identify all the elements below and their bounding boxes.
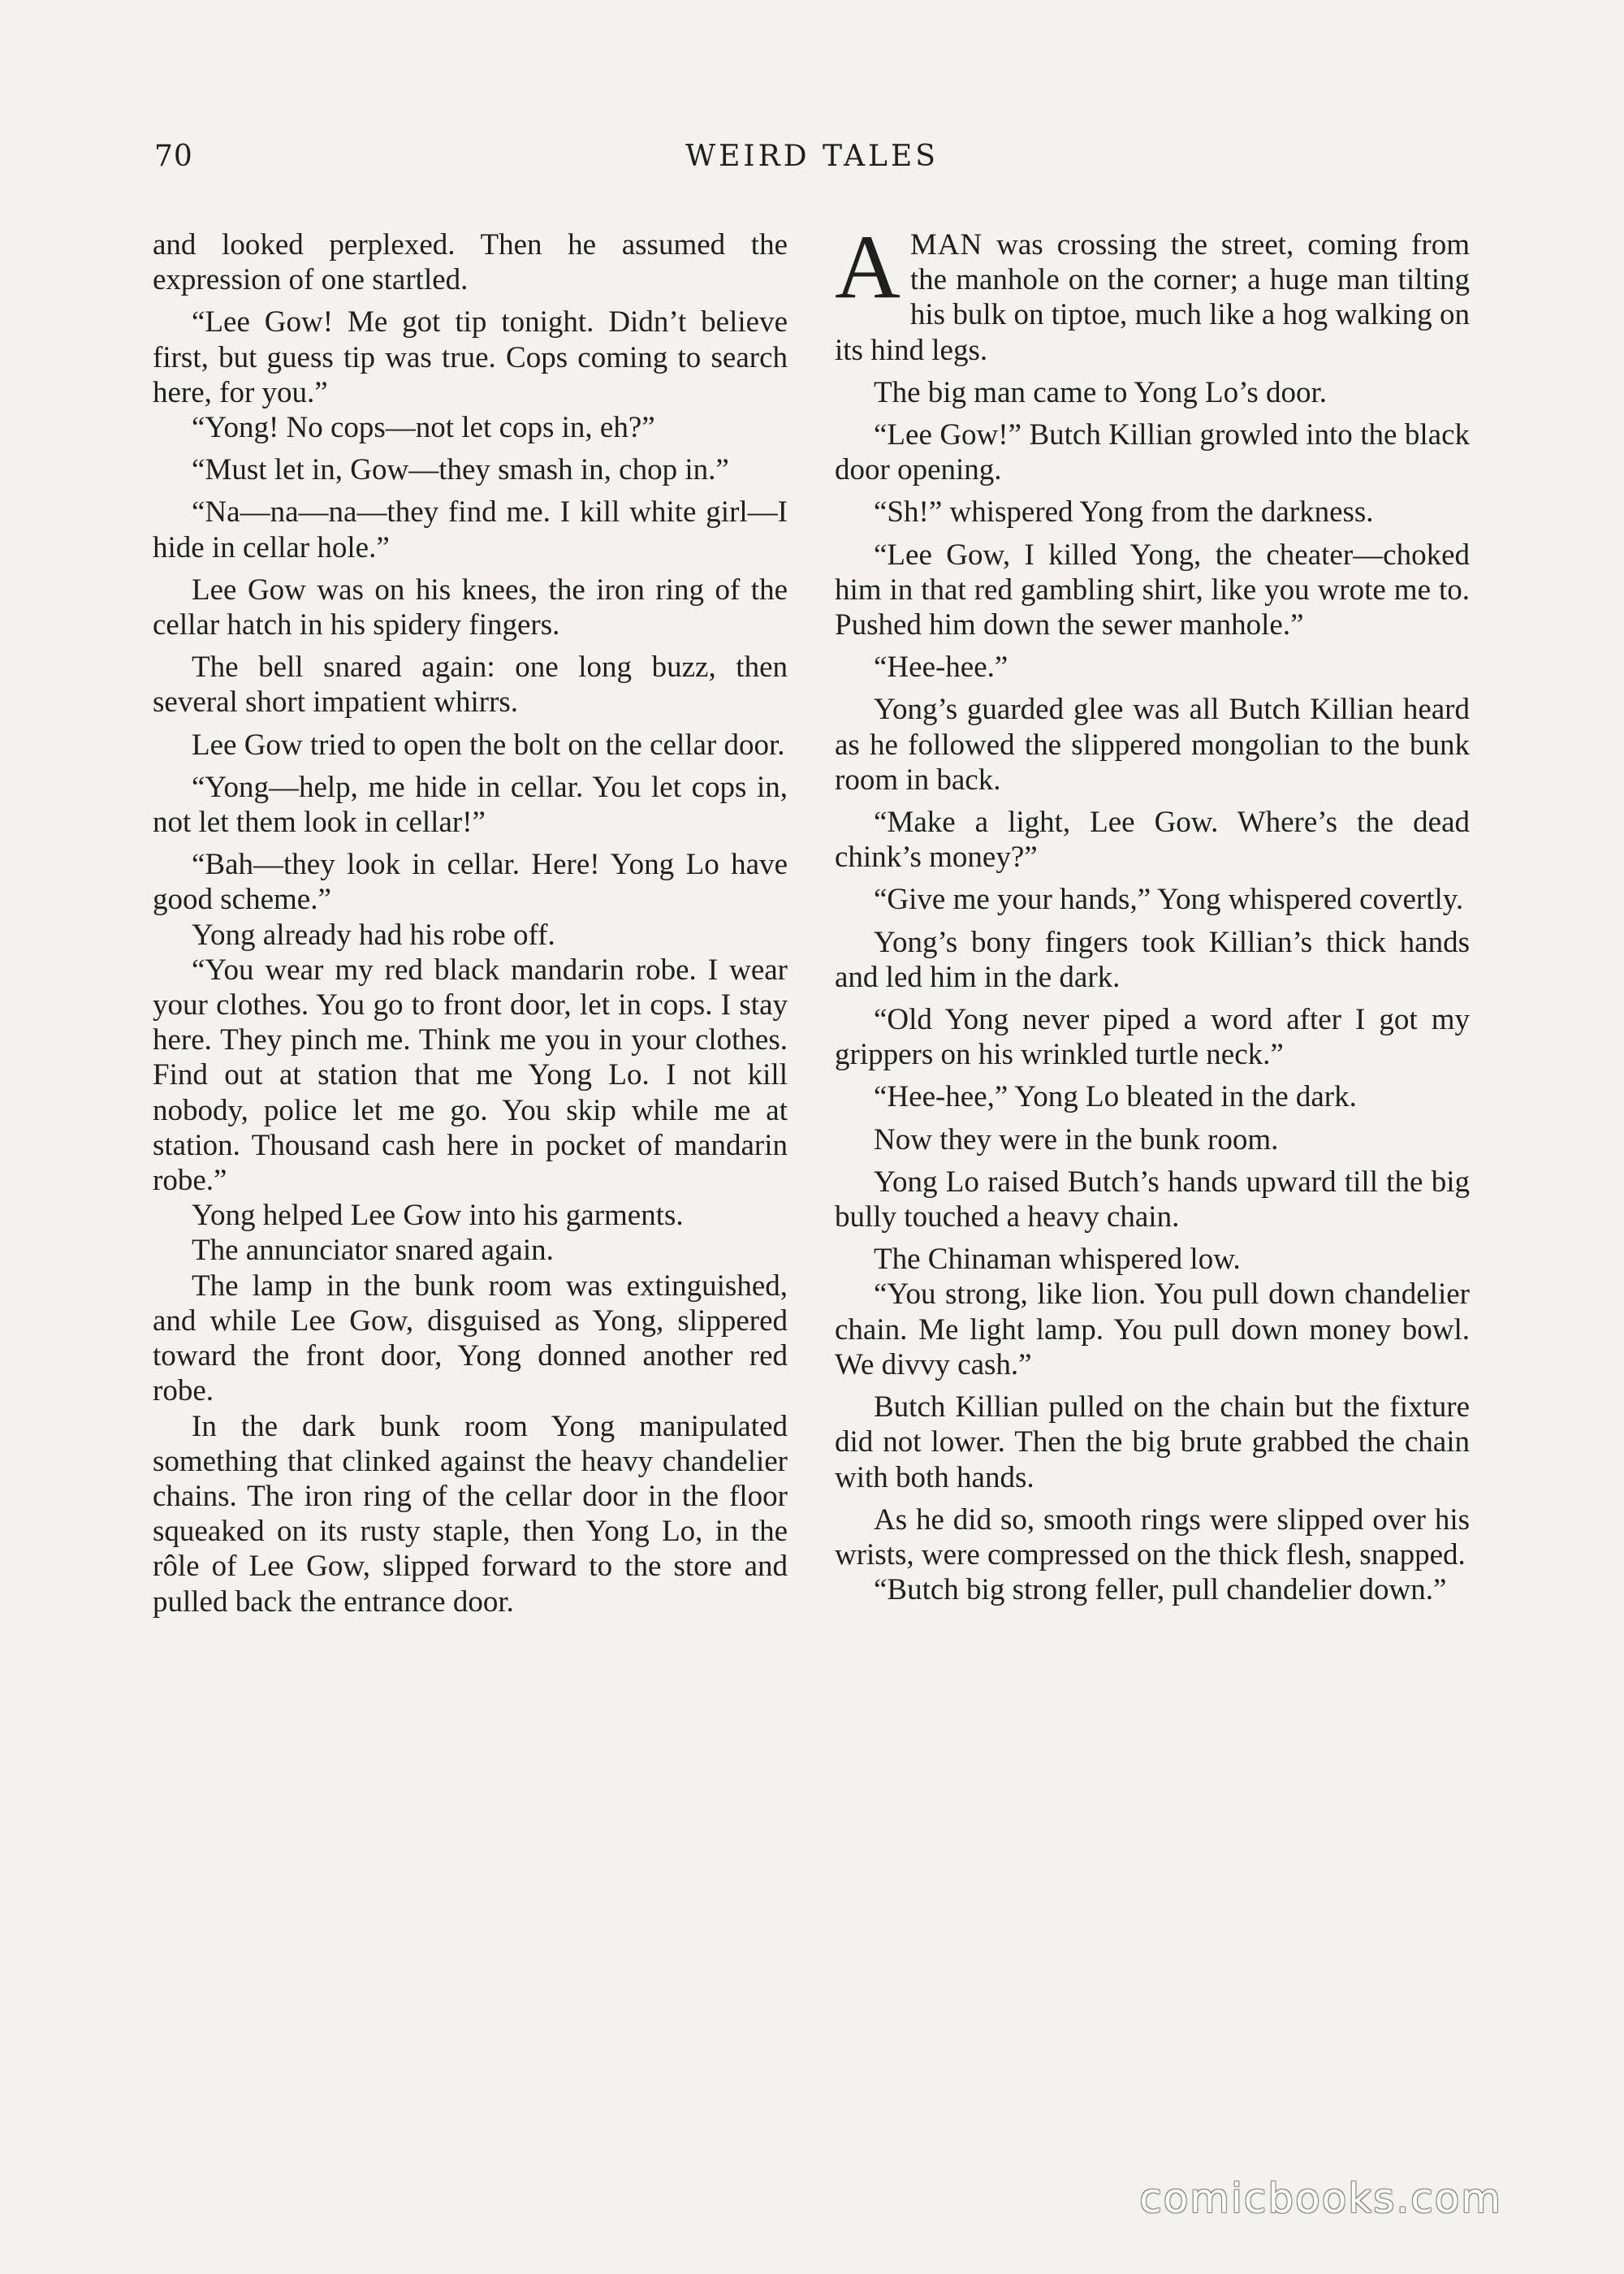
paragraph: The Chinaman whispered low. (874, 1243, 1241, 1277)
paragraph: “You wear my red black mandarin robe. I wear your clothes. You go to front door, let in cops. I stay here. They pinch me. Think me you in your clothes. Find out at station that me Yong Lo. I not kill nobody, police let me go. You skip while me at station. Thousand cash here in pocket of mandarin robe.” (153, 953, 788, 1198)
paragraph: Yong’s bony fingers took Killian’s thick hands and led him in the dark. (835, 925, 1470, 994)
paragraph: The annunciator snared again. (192, 1234, 554, 1268)
paragraph: In the dark bunk room Yong manipulated something that clinked against the heavy chandelier chains. The iron ring of the cellar door in the floor squeaked on its rusty staple, then Yong Lo, in the rôle of Lee Gow, slipped forward to the store and pulled back the entrance door. (153, 1409, 788, 1619)
paragraph: “Give me your hands,” Yong whispered covertly. (874, 883, 1464, 917)
paragraph: “Must let in, Gow—they smash in, chop in.” (192, 453, 729, 487)
paragraph: “Butch big strong feller, pull chandelier down.” (874, 1573, 1447, 1607)
page-header (154, 140, 1470, 180)
right-column (835, 217, 1470, 1607)
paragraph: “Make a light, Lee Gow. Where’s the dead chink’s money?” (835, 806, 1470, 875)
paragraph: “Yong—help, me hide in cellar. You let cops in, not let them look in cellar!” (153, 770, 788, 840)
paragraph: Yong’s guarded glee was all Butch Killian heard as he followed the slippered mongolian to the bunk room in back. (835, 693, 1470, 797)
running-head: WEIRD TALES (685, 140, 939, 173)
paragraph: As he did so, smooth rings were slipped over his wrists, were compressed on the thick flesh, snapped. (835, 1502, 1470, 1571)
paragraph: “Lee Gow!” Butch Killian growled into the black door opening. (835, 418, 1470, 487)
paragraph: “Hee-hee,” Yong Lo bleated in the dark. (874, 1080, 1357, 1114)
left-column (153, 227, 788, 1619)
paragraph: Yong already had his robe off. (192, 918, 555, 952)
paragraph: Yong helped Lee Gow into his garments. (192, 1199, 684, 1233)
paragraph: The bell snared again: one long buzz, then several short impatient whirrs. (153, 651, 788, 720)
opening-text: was crossing the street, coming from the manhole on the corner; a huge man tilting his bulk on tiptoe, much like a hog walking on its hind legs. (835, 228, 1470, 367)
paragraph: “You strong, like lion. You pull down chandelier chain. Me light lamp. You pull down money bowl. We divvy cash.” (835, 1278, 1470, 1381)
paragraph: “Lee Gow! Me got tip tonight. Didn’t believe first, but guess tip was true. Cops coming to search here, for you.” (153, 305, 788, 409)
paragraph: Now they were in the bunk room. (874, 1122, 1279, 1156)
opening-smallcaps: MAN (909, 228, 983, 262)
paragraph: “Bah—they look in cellar. Here! Yong Lo have good scheme.” (153, 848, 788, 917)
page-number: 70 (154, 140, 193, 173)
paragraph: “Sh!” whispered Yong from the darkness. (874, 495, 1374, 530)
paragraph: Butch Killian pulled on the chain but the fixture did not lower. Then the big brute grabbed the chain with both hands. (835, 1390, 1470, 1494)
paragraph: and looked perplexed. Then he assumed the expression of one startled. (153, 228, 788, 297)
paragraph: Yong Lo raised Butch’s hands upward till the big bully touched a heavy chain. (835, 1165, 1470, 1234)
paragraph: “Na—na—na—they find me. I kill white girl—I hide in cellar hole.” (153, 495, 788, 564)
paragraph: The big man came to Yong Lo’s door. (874, 375, 1328, 409)
paragraph: Lee Gow tried to open the bolt on the cellar door. (192, 728, 785, 762)
paragraph: The lamp in the bunk room was extinguished, and while Lee Gow, disguised as Yong, slippered toward the front door, Yong donned another red robe. (153, 1269, 788, 1408)
paragraph: “Lee Gow, I killed Yong, the cheater—choked him in that red gambling shirt, like you wrote me to. Pushed him down the sewer manhole.” (835, 538, 1470, 642)
drop-cap: A (835, 217, 901, 318)
paragraph: “Yong! No cops—not let cops in, eh?” (192, 411, 655, 445)
paragraph: “Old Yong never piped a word after I got my grippers on his wrinkled turtle neck.” (835, 1003, 1470, 1072)
opening-paragraph (835, 217, 1470, 368)
watermark-logo: comicbooks.com (1139, 2175, 1502, 2222)
paragraph: “Hee-hee.” (874, 651, 1009, 685)
paragraph: Lee Gow was on his knees, the iron ring of the cellar hatch in his spidery fingers. (153, 573, 788, 642)
